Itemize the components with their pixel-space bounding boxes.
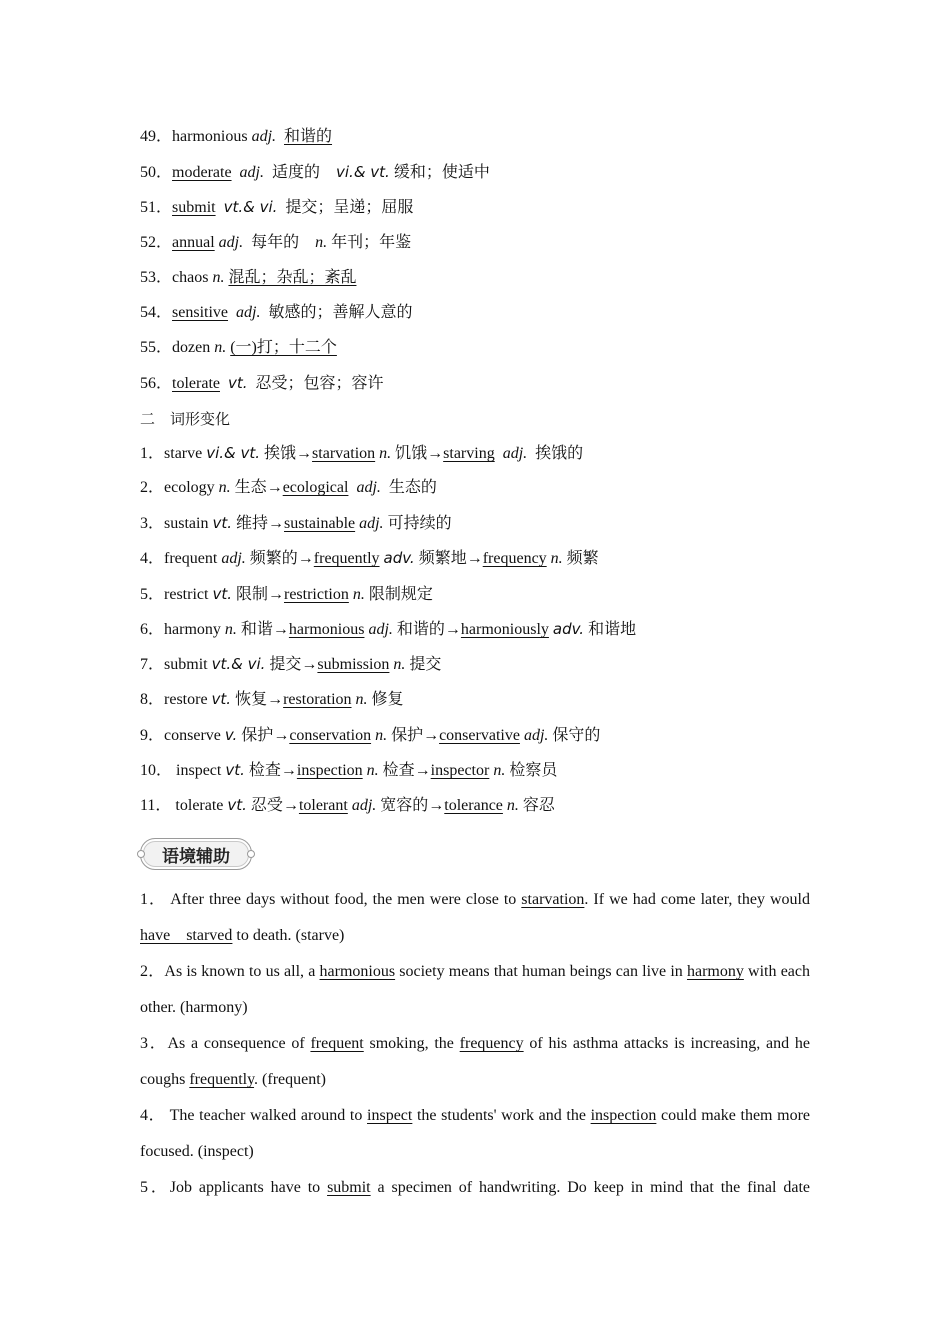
answer: submit [172, 199, 216, 216]
answer: tolerant [298, 797, 348, 814]
answer: conservative [439, 727, 520, 744]
form-item: 2．ecology n. 生态→ecological adj. 生态的 [140, 479, 437, 496]
arrow-icon: → [427, 445, 444, 462]
form-item: 8．restore vt. 恢复→restoration n. 修复 [140, 690, 404, 708]
answer: frequent [310, 1035, 364, 1052]
answer: inspection [590, 1107, 657, 1124]
answer: harmonious [288, 621, 365, 638]
vocab-item: 54．sensitive adj. 敏感的；善解人意的 [140, 304, 413, 321]
answer: frequency [459, 1035, 524, 1052]
form-item: 5．restrict vt. 限制→restriction n. 限制规定 [140, 585, 433, 603]
badge-ornament-icon [247, 850, 255, 858]
arrow-icon: → [428, 797, 445, 814]
answer: submission [317, 656, 390, 673]
section-badge: 语境辅助 [140, 838, 252, 870]
arrow-icon: → [301, 656, 318, 673]
answer: sustainable [284, 515, 356, 532]
form-item: 4．frequent adj. 频繁的→frequently adv. 频繁地→frequency n. 频繁 [140, 549, 599, 567]
arrow-icon: → [282, 797, 299, 814]
context-sentence: 4． The teacher walked around to inspect the students' work and the inspection could make them more focused. (inspect) [140, 1107, 811, 1160]
arrow-icon: → [280, 762, 297, 779]
context-sentence: 5．Job applicants have to submit a specimen of handwriting. Do keep in mind that the final date [140, 1179, 810, 1196]
answer: tolerate [172, 375, 220, 392]
arrow-icon: → [267, 586, 284, 603]
form-item: 6．harmony n. 和谐→harmonious adj. 和谐的→harmoniously adv. 和谐地 [140, 620, 637, 638]
answer: harmonious [319, 963, 396, 980]
context-sentence: 1． After three days without food, the men were close to starvation. If we had come later, they would have starved to death. (starve) [140, 891, 810, 944]
answer: frequently [189, 1071, 255, 1088]
answer: frequently [313, 550, 380, 567]
answer: frequency [482, 550, 547, 567]
form-item: 3．sustain vt. 维持→sustainable adj. 可持续的 [140, 514, 452, 532]
vocab-item: 56．tolerate vt. 忍受；包容；容许 [140, 374, 384, 392]
vocab-item: 53．chaos n. 混乱；杂乱；紊乱 [140, 269, 357, 286]
arrow-icon: → [297, 550, 314, 567]
arrow-icon: → [272, 621, 289, 638]
answer: harmoniously [460, 621, 549, 638]
vocab-item: 51．submit vt.& vi. 提交；呈递；屈服 [140, 198, 414, 216]
context-sentence: 2．As is known to us all, a harmonious society means that human beings can live in harmony with each other. (harmony) [140, 963, 810, 1016]
arrow-icon: → [423, 727, 440, 744]
arrow-icon: → [266, 479, 283, 496]
form-item: 10． inspect vt. 检查→inspection n. 检查→inspector n. 检察员 [140, 761, 558, 779]
vocab-item: 49．harmonious adj. 和谐的 [140, 128, 333, 145]
arrow-icon: → [273, 727, 290, 744]
answer: inspect [367, 1107, 413, 1124]
answer: restoration [283, 691, 352, 708]
answer: 和谐的 [284, 128, 333, 145]
section-title: 二 词形变化 [140, 410, 231, 428]
answer: inspection [296, 762, 363, 779]
arrow-icon: → [268, 515, 285, 532]
arrow-icon: → [414, 762, 431, 779]
arrow-icon: → [466, 550, 483, 567]
answer: 混乱；杂乱；紊乱 [228, 269, 357, 286]
answer: moderate [172, 164, 232, 181]
vocab-item: 50．moderate adj. 适度的 vi.& vt. 缓和；使适中 [140, 163, 490, 181]
answer: sensitive [172, 304, 229, 321]
form-item: 1．starve vi.& vt. 挨饿→starvation n. 饥饿→starving adj. 挨饿的 [140, 444, 584, 462]
answer: inspector [430, 762, 490, 779]
answer: ecological [282, 479, 349, 496]
answer: starving [443, 445, 495, 462]
arrow-icon: → [267, 691, 284, 708]
context-sentence: 3．As a consequence of frequent smoking, the frequency of his asthma attacks is increasing, and he coughs frequently. (frequent) [140, 1035, 810, 1088]
answer: harmony [686, 963, 744, 980]
answer: tolerance [444, 797, 503, 814]
answer: conservation [289, 727, 372, 744]
answer: have starved [140, 927, 233, 944]
arrow-icon: → [444, 621, 461, 638]
form-item: 11． tolerate vt. 忍受→tolerant adj. 宽容的→tolerance n. 容忍 [140, 796, 555, 814]
badge-ornament-icon [137, 850, 145, 858]
vocab-item: 55．dozen n. (一)打；十二个 [140, 339, 337, 356]
answer: annual [172, 234, 215, 251]
answer: starvation [521, 891, 585, 908]
answer: (一)打；十二个 [230, 339, 337, 356]
answer: submit [327, 1179, 371, 1196]
form-item: 9．conserve v. 保护→conservation n. 保护→conservative adj. 保守的 [140, 726, 601, 744]
answer: restriction [283, 586, 349, 603]
vocab-item: 52．annual adj. 每年的 n. 年刊；年鉴 [140, 234, 412, 251]
form-item: 7．submit vt.& vi. 提交→submission n. 提交 [140, 655, 442, 673]
answer: starvation [312, 445, 376, 462]
arrow-icon: → [296, 445, 313, 462]
